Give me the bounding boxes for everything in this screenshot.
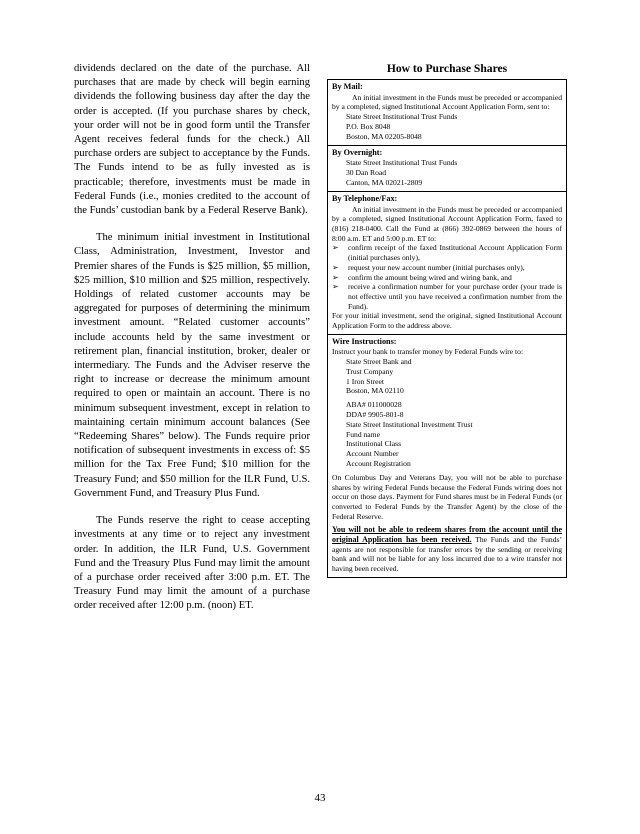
bank-line: Boston, MA 02110 [346,386,404,396]
telephone-fax-footer: For your initial investment, send the original, signed Institutional Account Application Form to the address above. [332,311,562,331]
wire-instructions-heading: Wire Instructions: [332,336,397,346]
by-overnight-section [328,145,566,191]
paragraph-reserve-right: The Funds reserve the right to cease accepting investments at any time or to reject any investment order. In addition, the ILR Fund, U.S. Government Fund and the Treasury Plus Fund may limit the amount of a purchase order received after 3:00 p.m. ET. The Treasury Fund may limit the amount of a purchase order received after 12:00 p.m. (noon) ET. [74,515,310,612]
by-overnight-heading: By Overnight: [332,147,383,157]
by-telephone-fax-section [328,191,566,334]
paragraph-minimum-investment: The minimum initial investment in Institutional Class, Administration, Investment, Investor and Premier shares of the Funds is $25 million, $5 million, $25 million, $10 million and $25 million, respectively. Holdings of related customer accounts may be aggregated for purposes of determining the minimum investment amount. “Related customer accounts” include accounts held by the same investment or retirement plan, financial institution, broker, dealer or intermediary. The Funds and the Adviser reserve the right to increase or decrease the minimum amount required to open or maintain an account. There is no minimum subsequent investment, except in relation to maintaining certain minimum account balances (See “Redeeming Shares” below). The Funds require prior notification of subsequent investments in excess of: $5 million for the Tax Free Fund; $10 million for the Treasury Fund; and $50 million for the ILR Fund, U.S. Government Fund, and Treasury Plus Fund. [74,232,310,499]
purchase-instructions-box [327,79,567,578]
wire-intro: Instruct your bank to transfer money by Federal Funds wire to: [332,347,524,357]
paragraph-dividends: dividends declared on the date of the purchase. All purchases that are made by check will begin earning dividends the following business day after the day the order is accepted. (If you purchase shares by check, your order will not be in good form until the Transfer Agent receives federal funds for the check.) All purchase orders are subject to acceptance by the Funds. The Funds intend to be as fully invested as is practicable; therefore, investments must be made in Federal Funds (i.e., monies credited to the account of the Funds’ custodian bank by a Federal Reserve Bank). [74,63,310,217]
by-telephone-fax-text: An initial investment in the Funds must be preceded or accompanied by a completed, signed Institutional Account Application Form, faxed to (816) 218-0400. Call the Fund at (866) 392-0869 between the hours of 8:00 a.m. ET and 5:00 p.m. ET to: [332,204,562,243]
arrow-bullet-icon: ➢ [332,262,339,272]
account-line: Institutional Class [346,439,402,449]
account-line: Account Registration [346,459,411,469]
mail-address [332,112,562,142]
wire-bank-address [332,357,562,469]
bank-line: Trust Company [346,366,394,376]
account-line: Account Number [346,449,399,459]
notice-bold-text: You will not be able to redeem shares from the account until the original Application has been received. [332,525,562,545]
section-title: How to Purchase Shares [386,62,508,75]
address-line: P.O. Box 8048 [346,121,391,131]
right-column [327,62,567,578]
wire-instructions-section [328,334,566,577]
account-line: Fund name [346,429,380,439]
by-mail-heading: By Mail: [332,82,363,91]
left-column [74,62,310,614]
arrow-bullet-icon: ➢ [332,282,339,292]
address-line: State Street Institutional Trust Funds [346,112,458,121]
wire-notice [332,525,562,574]
by-mail-section [328,80,566,145]
list-item [332,263,562,273]
holiday-note: On Columbus Day and Veterans Day, you will not be able to purchase shares by wiring Federal Funds because the Federal Funds wiring does not occur on those days. Payment for Fund shares must be in Federal Funds (or converted to Federal Funds by the Transfer Agent) by the close of the Federal Reserve. [332,472,562,521]
list-item [332,273,562,283]
bank-line: 1 Iron Street [346,376,384,386]
address-line: State Street Institutional Trust Funds [346,158,458,168]
address-line: Boston, MA 02205-8048 [346,131,422,141]
account-line: DDA# 9905-801-8 [346,410,404,420]
account-line: State Street Institutional Investment Trust [346,419,473,429]
bullet-text: request your new account number (initial purchases only), [348,262,525,272]
notice-text: The Funds and the Funds’ agents are not responsible for transfer errors by the sending or receiving bank and will not be liable for any loss incurred due to a wire transfer not having been received. [332,535,563,574]
bullet-text: confirm receipt of the faxed Institutional Account Application Form (initial purchases only), [348,243,562,263]
bullet-text: receive a confirmation number for your purchase order (your trade is not effective until you have received a confirmation number from the Fund). [348,282,562,311]
address-line: Canton, MA 02021-2809 [346,178,423,188]
overnight-address [332,158,562,188]
account-line: ABA# 011000028 [346,400,402,410]
bullet-text: confirm the amount being wired and wiring bank, and [348,272,512,282]
telephone-fax-bullet-list [332,243,562,311]
address-line: 30 Dan Road [346,168,387,178]
arrow-bullet-icon: ➢ [332,272,339,282]
arrow-bullet-icon: ➢ [332,243,339,253]
by-telephone-fax-heading: By Telephone/Fax: [332,194,398,204]
by-mail-text: An initial investment in the Funds must be preceded or accompanied by a completed, signed Institutional Account Application Form, sent to: [332,92,562,112]
page-number: 43 [314,792,326,804]
list-item [332,282,562,311]
list-item [332,243,562,262]
bank-line: State Street Bank and [346,357,412,367]
